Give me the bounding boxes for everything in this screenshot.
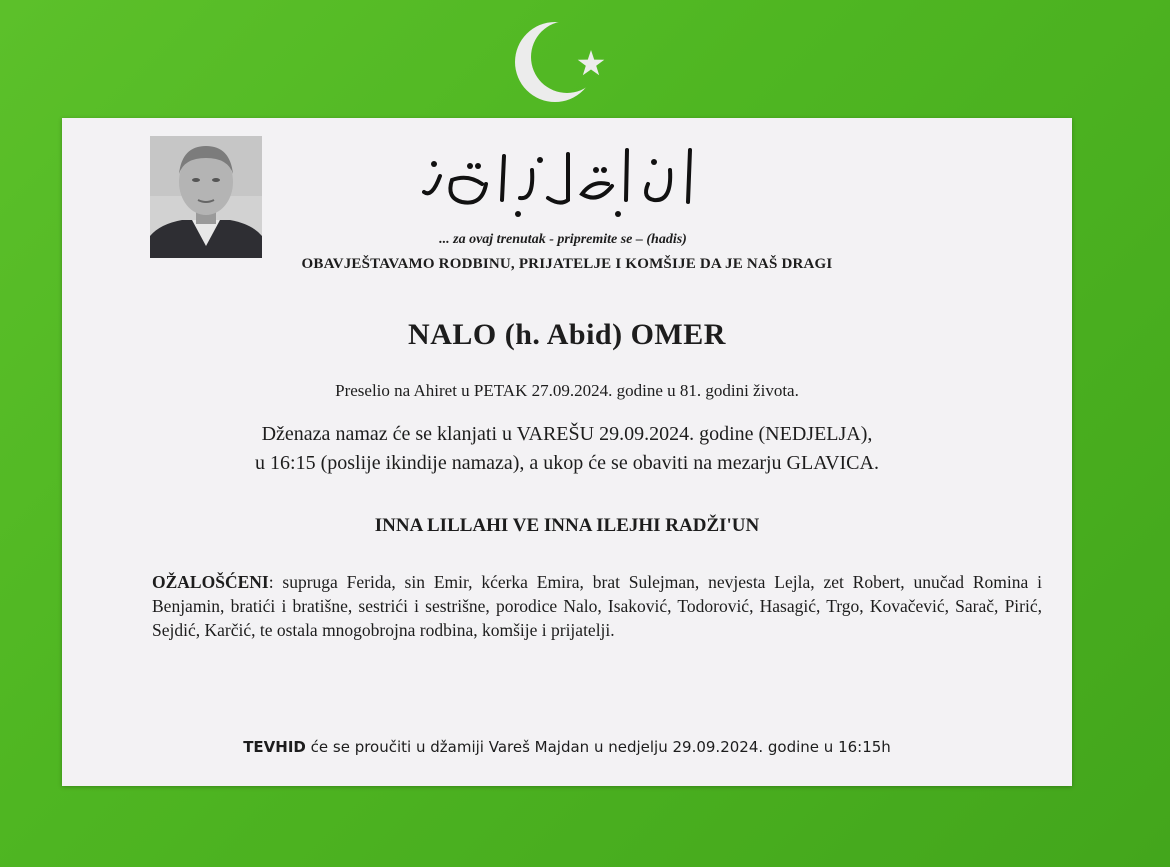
mourners-paragraph bbox=[152, 570, 1042, 642]
death-date-line: Preselio na Ahiret u PETAK 27.09.2024. godine u 81. godini života. bbox=[335, 381, 799, 400]
funeral-line-1: Dženaza namaz će se klanjati u VAREŠU 29.09.2024. godine (NEDJELJA), bbox=[261, 423, 873, 445]
inna-lillahi-phrase: INNA LILLAHI VE INNA ILEJHI RADŽI'UN bbox=[374, 515, 760, 536]
mourners-label: OŽALOŠĆENI bbox=[152, 572, 269, 592]
arabic-calligraphy-irtahil bbox=[422, 140, 712, 222]
mourners-list: : supruga Ferida, sin Emir, kćerka Emira, brat Sulejman, nevjesta Lejla, zet Robert, unučad Romina i Benjamin, bratići i bratišne, sestrići i sestrišne, porodice Nalo, Isaković, Todorović, Hasagić, Trgo, Kovačević, Sarač, Pirić, Sejdić, Karčić, te ostala mnogobrojna rodbina, komšije i prijatelji. bbox=[152, 572, 1042, 640]
crescent-star-icon bbox=[505, 10, 615, 110]
funeral-details bbox=[62, 420, 1072, 478]
obituary-notice bbox=[62, 118, 1072, 786]
funeral-line-2: u 16:15 (poslije ikindije namaza), a ukop će se obaviti na mezarju GLAVICA. bbox=[255, 452, 879, 474]
deceased-name: NALO (h. Abid) OMER bbox=[408, 318, 726, 351]
announcement-line: OBAVJEŠTAVAMO RODBINU, PRIJATELJE I KOMŠIJE DA JE NAŠ DRAGI bbox=[301, 256, 833, 272]
hadis-quote: ... za ovaj trenutak - pripremite se – (hadis) bbox=[439, 232, 687, 247]
tevhid-line bbox=[62, 738, 1072, 756]
tevhid-text: će se proučiti u džamiji Vareš Majdan u nedjelju 29.09.2024. godine u 16:15h bbox=[305, 738, 891, 756]
tevhid-label: TEVHID bbox=[243, 738, 306, 756]
